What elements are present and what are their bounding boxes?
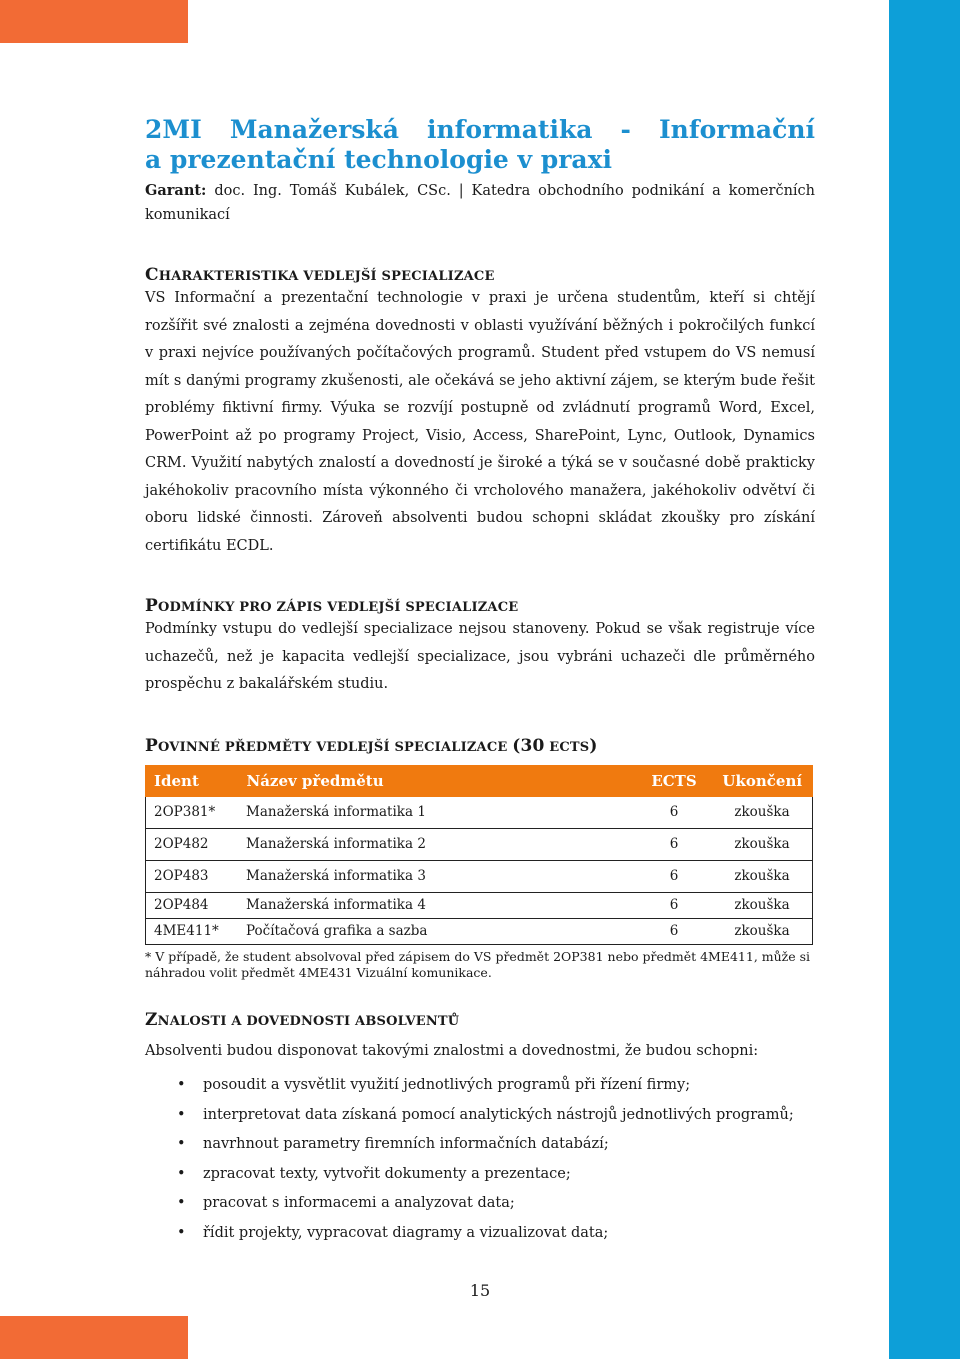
cell-ident: 4ME411* xyxy=(146,918,239,944)
skills-list xyxy=(145,1071,815,1248)
heading-close-paren: ) xyxy=(589,735,598,756)
heading-ects-label: ECTS xyxy=(544,739,590,755)
column-header-name: Název předmětu xyxy=(238,765,636,796)
subjects-table xyxy=(145,765,813,945)
table-row xyxy=(146,892,813,918)
bullet-icon: • xyxy=(177,1224,186,1241)
heading-initial: C xyxy=(145,265,159,285)
column-header-ukonceni: Ukončení xyxy=(712,765,813,796)
cell-ects: 6 xyxy=(636,892,712,918)
section-povinne-predmety xyxy=(145,736,815,981)
heading-initial: P xyxy=(145,735,158,756)
title-word: Informační xyxy=(658,115,815,144)
cell-ects: 6 xyxy=(636,828,712,860)
decorative-blue-sidebar xyxy=(889,0,960,1359)
cell-ects: 6 xyxy=(636,918,712,944)
cell-ukonceni: zkouška xyxy=(712,860,813,892)
title-word: - xyxy=(620,115,631,144)
cell-ident: 2OP381* xyxy=(146,796,239,828)
cell-name: Manažerská informatika 1 xyxy=(238,796,636,828)
section-heading xyxy=(145,265,815,285)
cell-ects: 6 xyxy=(636,860,712,892)
table-row xyxy=(146,828,813,860)
list-item-text: řídit projekty, vypracovat diagramy a vizualizovat data; xyxy=(203,1224,609,1241)
list-item-text: navrhnout parametry firemních informačních databází; xyxy=(203,1136,609,1152)
table-row xyxy=(146,796,813,828)
heading-initial: P xyxy=(145,596,158,616)
cell-ukonceni: zkouška xyxy=(712,828,813,860)
cell-ident: 2OP482 xyxy=(146,828,239,860)
column-header-ects: ECTS xyxy=(636,765,712,796)
page-number: 15 xyxy=(469,1281,491,1300)
document-content xyxy=(145,115,815,1248)
cell-ects: 6 xyxy=(636,796,712,828)
charakteristika-text: VS Informační a prezentační technologie v praxi je určena studentům, kteří si chtějí rozšířit své znalosti a zejména dovednosti v oblasti využívání běžných i pokročilých funkcí v praxi nejvíce používaných počítačových programů. Student před vstupem do VS nemusí mít s danými programy zkušenosti, ale očekává se jeho aktivní zájem, se kterým bude řešit problémy fiktivní firmy. Výuka se rozvíjí postupně od zvládnutí programů Word, Excel, PowerPoint až po programy Project, Visio, Access, SharePoint, Lync, Outlook, Dynamics CRM. Využití nabytých znalostí a dovedností je široké a týká se v současné době prakticky jakéhokoliv pracovního místa výkonného či vrcholového manažera, jakéhokoliv odvětví či oboru lidské činnosti. Zároveň absolventi budou schopni skládat zkoušky pro získání certifikátu ECDL. xyxy=(145,290,815,554)
znalosti-intro: Absolventi budou disponovat takovými znalostmi a dovednostmi, že budou schopni: xyxy=(145,1042,759,1059)
heading-rest: ODMÍNKY PRO ZÁPIS VEDLEJŠÍ SPECIALIZACE xyxy=(157,600,519,615)
cell-name: Manažerská informatika 4 xyxy=(238,892,636,918)
cell-ukonceni: zkouška xyxy=(712,892,813,918)
list-item xyxy=(145,1130,815,1160)
table-footnote: * V případě, že student absolvoval před zápisem do VS předmět 2OP381 nebo předmět 4ME411, může si náhradou volit předmět 4ME431 Vizuální komunikace. xyxy=(145,948,811,980)
bullet-icon: • xyxy=(177,1136,186,1152)
bullet-icon: • xyxy=(177,1106,186,1123)
decorative-orange-bar-top xyxy=(0,0,188,43)
section-heading xyxy=(145,736,815,756)
title-word: informatika xyxy=(426,115,593,144)
cell-ukonceni: zkouška xyxy=(712,796,813,828)
bullet-icon: • xyxy=(177,1077,186,1093)
heading-initial: Z xyxy=(145,1009,158,1030)
list-item-text: posoudit a vysvětlit využití jednotlivých programů při řízení firmy; xyxy=(203,1077,691,1093)
cell-name: Manažerská informatika 2 xyxy=(238,828,636,860)
section-znalosti xyxy=(145,1010,815,1249)
heading-rest: NALOSTI A DOVEDNOSTI ABSOLVENTŮ xyxy=(157,1013,460,1029)
garant-label: Garant: xyxy=(145,182,207,199)
list-item-text: interpretovat data získaná pomocí analytických nástrojů jednotlivých programů; xyxy=(203,1106,794,1123)
decorative-orange-bar-bottom xyxy=(0,1316,188,1359)
list-item-text: zpracovat texty, vytvořit dokumenty a prezentace; xyxy=(203,1165,571,1182)
heading-rest: OVINNÉ PŘEDMĚTY VEDLEJŠÍ SPECIALIZACE xyxy=(157,739,513,755)
bullet-icon: • xyxy=(177,1165,186,1182)
title-word: 2MI xyxy=(145,115,202,144)
list-item xyxy=(145,1189,815,1219)
cell-name: Manažerská informatika 3 xyxy=(238,860,636,892)
bullet-icon: • xyxy=(177,1195,186,1211)
column-header-ident: Ident xyxy=(146,765,239,796)
document-title xyxy=(145,115,815,175)
section-heading xyxy=(145,1010,815,1030)
podminky-text: Podmínky vstupu do vedlejší specializace nejsou stanoveny. Pokud se však registruje více uchazečů, než je kapacita vedlejší specializace, jsou vybráni uchazeči dle průměrného prospěchu z bakalářském studiu. xyxy=(145,621,815,692)
title-line-2: a prezentační technologie v praxi xyxy=(145,145,613,174)
list-item xyxy=(145,1160,815,1190)
cell-ident: 2OP484 xyxy=(146,892,239,918)
list-item-text: pracovat s informacemi a analyzovat data; xyxy=(203,1195,515,1211)
section-podminky xyxy=(145,596,815,699)
list-item xyxy=(145,1101,815,1131)
table-row xyxy=(146,860,813,892)
cell-name: Počítačová grafika a sazba xyxy=(238,918,636,944)
list-item xyxy=(145,1219,815,1249)
list-item xyxy=(145,1071,815,1101)
section-heading xyxy=(145,596,815,616)
table-row xyxy=(146,918,813,944)
garant-line xyxy=(145,179,815,227)
heading-rest: HARAKTERISTIKA VEDLEJŠÍ SPECIALIZACE xyxy=(158,269,495,284)
table-header-row xyxy=(146,765,813,796)
title-word: Manažerská xyxy=(229,115,399,144)
heading-ects-number: (30 xyxy=(512,735,545,756)
title-line-1 xyxy=(145,115,815,145)
section-charakteristika xyxy=(145,265,815,560)
cell-ident: 2OP483 xyxy=(146,860,239,892)
garant-text: doc. Ing. Tomáš Kubálek, CSc. | Katedra obchodního podnikání a komerčních komunikací xyxy=(145,183,816,223)
cell-ukonceni: zkouška xyxy=(712,918,813,944)
